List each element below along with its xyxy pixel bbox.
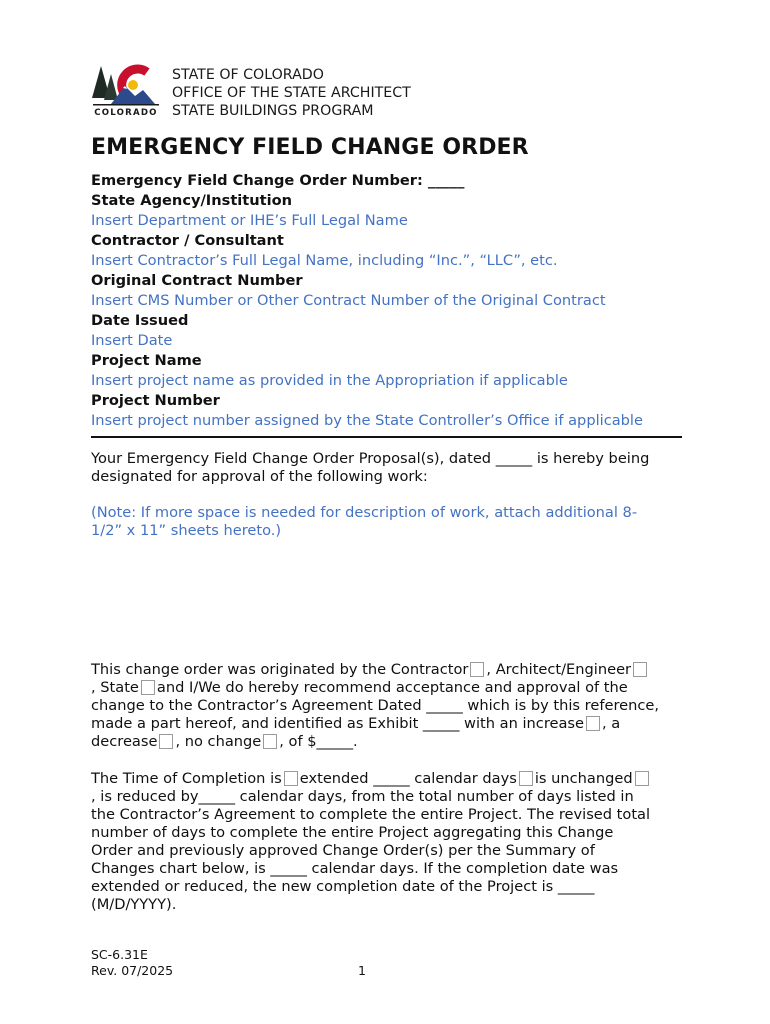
colorado-logo xyxy=(89,62,163,120)
increase-checkbox[interactable] xyxy=(586,716,600,731)
time-extended-checkbox[interactable] xyxy=(284,771,298,786)
project-number-field[interactable]: Insert project number assigned by the State Controller’s Office if applicable xyxy=(91,412,643,429)
origination-text: , a xyxy=(602,715,621,732)
time-unchanged-checkbox[interactable] xyxy=(519,771,533,786)
time-line: Order and previously approved Change Order(s) per the Summary of xyxy=(91,842,595,859)
origination-line xyxy=(91,679,691,697)
note-paragraph xyxy=(91,504,691,540)
origination-text: , no change xyxy=(175,733,262,750)
section-divider xyxy=(91,436,682,438)
origination-text: made a part hereof, and identified as Exhibit _____ with an increase xyxy=(91,715,585,732)
project-name-field[interactable]: Insert project name as provided in the Appropriation if applicable xyxy=(91,372,568,389)
time-reduced-checkbox[interactable] xyxy=(635,771,649,786)
revision-date: Rev. 07/2025 xyxy=(91,963,174,978)
contractor-field[interactable]: Insert Contractor’s Full Legal Name, including “Inc.”, “LLC”, etc. xyxy=(91,252,558,269)
form-title: EMERGENCY FIELD CHANGE ORDER xyxy=(91,135,529,160)
state-checkbox[interactable] xyxy=(141,680,155,695)
contract-number-field[interactable]: Insert CMS Number or Other Contract Number of the Original Contract xyxy=(91,292,606,309)
origination-text: , State xyxy=(91,679,139,696)
origination-text: This change order was originated by the Contractor xyxy=(91,661,469,678)
time-line: (M/D/YYYY). xyxy=(91,896,177,913)
note-line: 1/2” x 11” sheets hereto.) xyxy=(91,522,282,539)
agency-line-state: STATE OF COLORADO xyxy=(172,67,324,83)
time-line: , is reduced by_____ calendar days, from the total number of days listed in xyxy=(91,788,634,805)
no-change-checkbox[interactable] xyxy=(263,734,277,749)
contractor-checkbox[interactable] xyxy=(470,662,484,677)
project-number-label: Project Number xyxy=(91,392,220,409)
note-line: (Note: If more space is needed for description of work, attach additional 8- xyxy=(91,504,638,521)
time-line: Changes chart below, is _____ calendar days. If the completion date was xyxy=(91,860,619,877)
origination-line: change to the Contractor’s Agreement Dated _____ which is by this reference, xyxy=(91,697,659,714)
agency-line-program: STATE BUILDINGS PROGRAM xyxy=(172,103,374,119)
decrease-checkbox[interactable] xyxy=(159,734,173,749)
origination-line xyxy=(91,661,691,679)
logo-wordmark: COLORADO xyxy=(94,108,158,118)
contract-number-label: Original Contract Number xyxy=(91,272,303,289)
form-fields xyxy=(91,171,691,431)
proposal-paragraph xyxy=(91,450,691,486)
date-issued-field[interactable]: Insert Date xyxy=(91,332,173,349)
origination-text: , of $_____. xyxy=(279,733,358,750)
time-line: number of days to complete the entire Project aggregating this Change xyxy=(91,824,614,841)
agency-block xyxy=(172,66,411,120)
origination-text: and I/We do hereby recommend acceptance and approval of the xyxy=(156,679,628,696)
page-footer xyxy=(91,947,173,979)
time-line xyxy=(91,770,691,788)
time-of-completion-paragraph xyxy=(91,770,691,914)
proposal-line: designated for approval of the following work: xyxy=(91,468,428,485)
colorado-logo-mark xyxy=(89,62,163,110)
agency-line-office: OFFICE OF THE STATE ARCHITECT xyxy=(172,85,411,101)
origination-text: , Architect/Engineer xyxy=(486,661,632,678)
page-number: 1 xyxy=(358,963,366,978)
architect-engineer-checkbox[interactable] xyxy=(633,662,647,677)
origination-text: decrease xyxy=(91,733,158,750)
contractor-label: Contractor / Consultant xyxy=(91,232,284,249)
proposal-line: Your Emergency Field Change Order Proposal(s), dated _____ is hereby being xyxy=(91,450,650,467)
agency-field[interactable]: Insert Department or IHE’s Full Legal Name xyxy=(91,212,408,229)
project-name-label: Project Name xyxy=(91,352,202,369)
date-issued-label: Date Issued xyxy=(91,312,189,329)
origination-paragraph xyxy=(91,661,691,751)
time-text: is unchanged xyxy=(534,770,633,787)
time-text: extended _____ calendar days xyxy=(299,770,517,787)
time-text: The Time of Completion is xyxy=(91,770,282,787)
origination-line xyxy=(91,733,691,751)
origination-line xyxy=(91,715,691,733)
order-number-label: Emergency Field Change Order Number: _____ xyxy=(91,172,465,189)
time-line: extended or reduced, the new completion date of the Project is _____ xyxy=(91,878,595,895)
time-line: the Contractor’s Agreement to complete the entire Project. The revised total xyxy=(91,806,651,823)
agency-label: State Agency/Institution xyxy=(91,192,293,209)
form-code: SC-6.31E xyxy=(91,947,148,962)
